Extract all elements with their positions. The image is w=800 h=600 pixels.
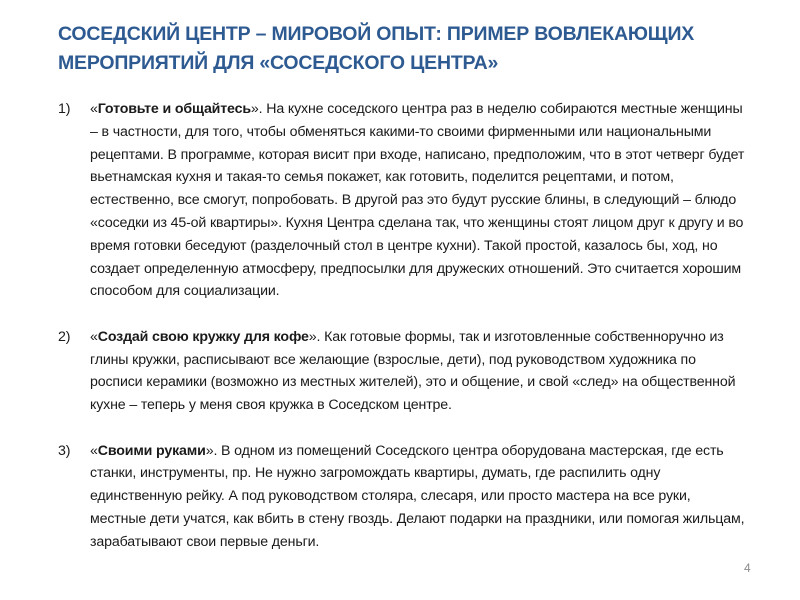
list-item-number: 3) [58,442,71,459]
slide-title-line-1: СОСЕДСКИЙ ЦЕНТР – МИРОВОЙ ОПЫТ: ПРИМЕР ВОВЛЕКАЮЩИХ [58,23,695,45]
list-item-lead: Своими руками [97,442,206,459]
list-item-number: 2) [58,328,71,345]
list-item-text: ». На кухне соседского центра раз в неделю собираются местные женщины – в частности, для того, чтобы обменяться какими-то своими фирменными или национальными рецептами. В программе, которая висит при входе, написано, предположим, что в этот четверг будет вьетнамская кухня и такая-то семья покажет, как готовить, поделится рецептами, и потом, естественно, все смогут, попробовать. В другой раз это будут русские блины, в следующий – блюдо «соседки из 45-ой квартиры». Кухня Центра сделана так, что женщины стоят лицом друг к другу и во время готовки беседуют (разделочный стол в центре кухни). Такой простой, казалось бы, ход, но создает определенную атмосферу, предпосылки для дружеских отношений. Это считается хорошим способом для социализации. [90,101,745,300]
list-item-lead: Создай свою кружку для кофе [97,328,309,345]
list-item-open-quote: « [90,101,98,117]
list-item-text: ». Как готовые формы, так и изготовленные собственноручно из глины кружки, расписывают все желающие (взрослые, дети), под руководством художника по росписи керамики (возможно из местных жителей), это и общение, и свой «след» на общественной кухне – теперь у меня своя кружка в Соседском центре. [90,328,736,414]
list-item-3 [58,440,748,554]
slide-title [58,20,758,78]
list-item-2 [58,326,748,417]
list-item-open-quote: « [90,442,98,459]
list-item-1 [58,98,748,303]
page-number: 4 [744,561,751,575]
slide-title-line-2: МЕРОПРИЯТИЙ ДЛЯ «СОСЕДСКОГО ЦЕНТРА» [58,52,499,74]
list-item-open-quote: « [90,328,98,345]
example-list [58,98,748,576]
list-item-lead: Готовьте и общайтесь [97,101,251,117]
list-item-text: ». В одном из помещений Соседского центра оборудована мастерская, где есть станки, инструменты, пр. Не нужно загромождать квартиры, думать, где распилить одну единственную рейку. А под руководством столяра, слесаря, или просто мастера на все руки, местные дети учатся, как вбить в стену гвоздь. Делают подарки на праздники, или помогая жильцам, зарабатывают свои первые деньги. [90,442,745,550]
list-item-number: 1) [58,101,71,117]
